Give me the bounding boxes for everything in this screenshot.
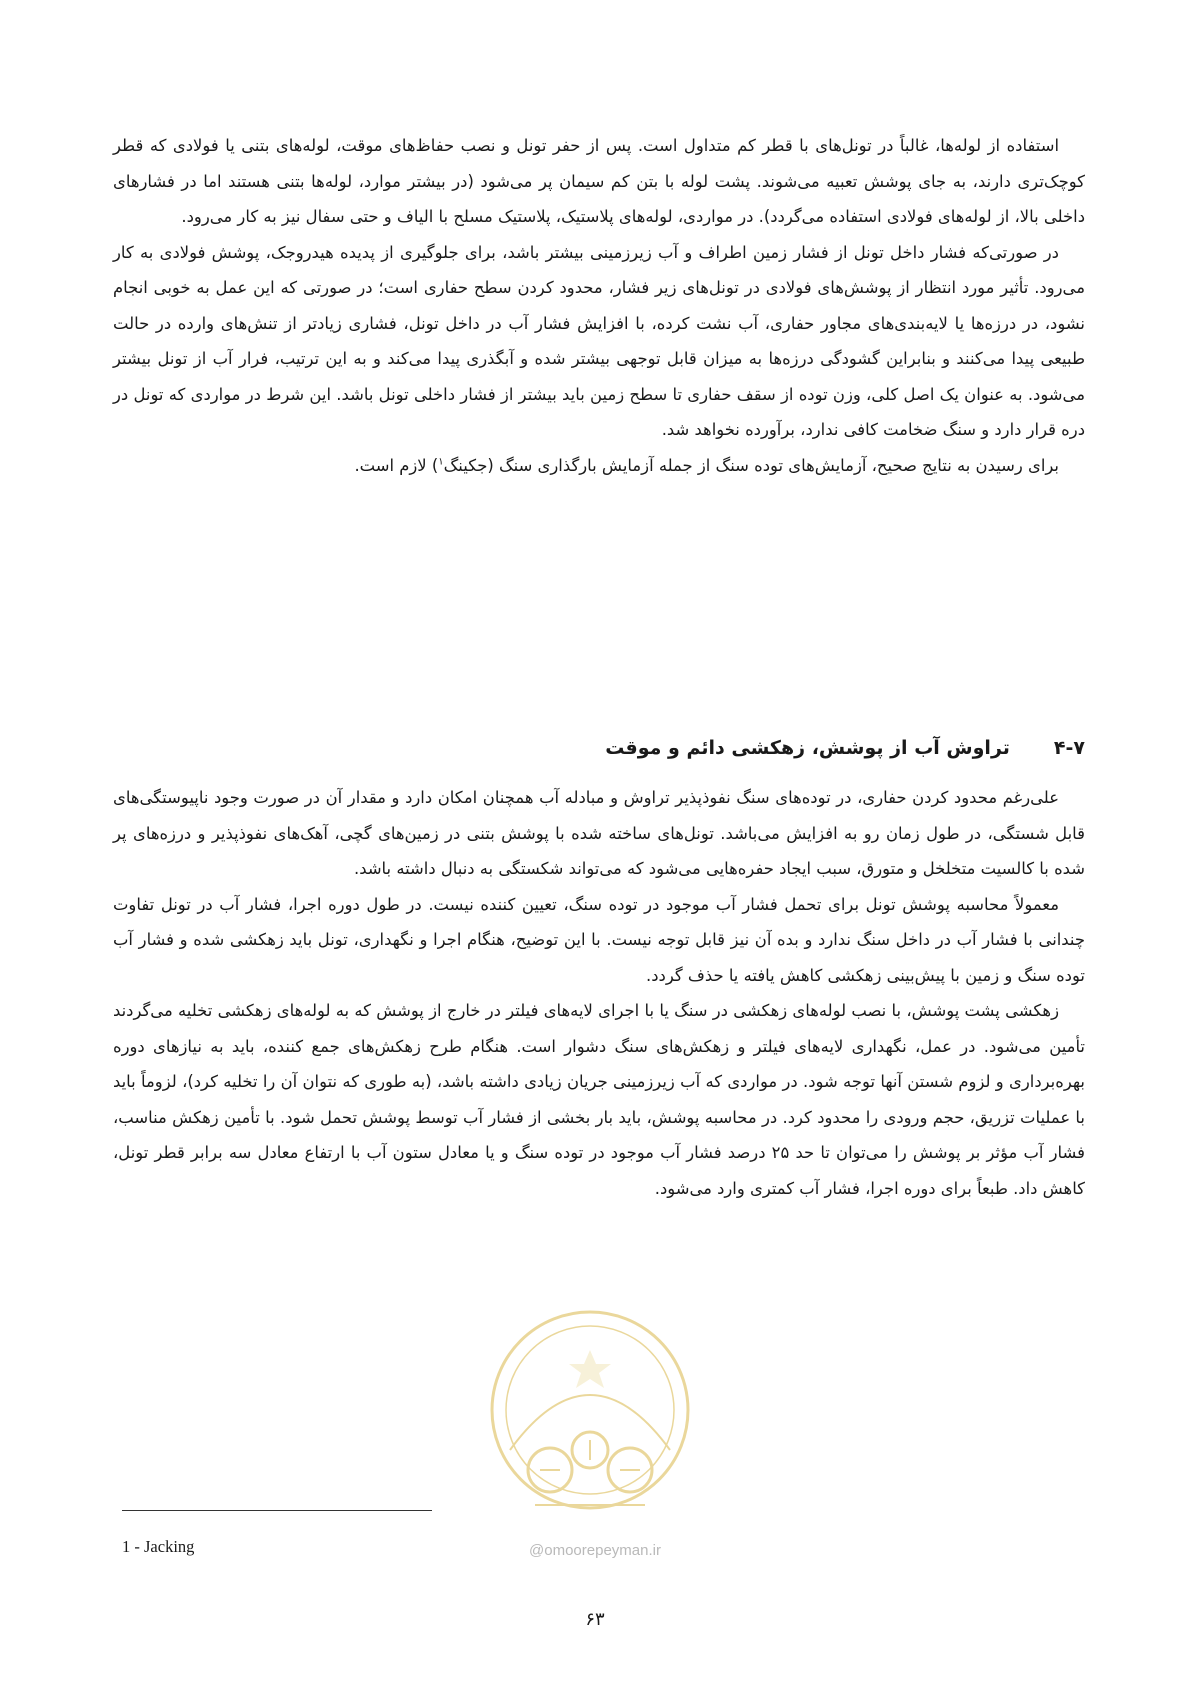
paragraph-steel-lining: در صورتی‌که فشار داخل تونل از فشار زمین اطراف و آب زیرزمینی بیشتر باشد، برای جلوگیری از پدیده هیدروجک، پوشش فولادی به کار می‌رود. تأثیر مورد انتظار از پوشش‌های فولادی در تونل‌های زیر فشار، محدود کردن سطح حفاری است؛ در صورتی که این عمل به خوبی انجام نشود، در درزه‌ها یا لایه‌بندی‌های مجاور حفاری، آب نشت کرده، با افزایش فشار آب در داخل تونل، فشاری زیادتر از تنش‌های وارده در حالت طبیعی پیدا می‌کنند و بنابراین گشودگی درزه‌ها به میزان قابل توجهی بیشتر شده و آبگذری پیدا می‌کند و به این ترتیب، فرار آب از تونل بیشتر می‌شود. به عنوان یک اصل کلی، وزن توده از سقف حفاری تا سطح زمین باید بیشتر از فشار داخلی تونل باشد. این شرط در مواردی که تونل در دره قرار دارد و سنگ ضخامت کافی ندارد، برآورده نخواهد شد. — [113, 242, 1085, 439]
paragraph-seepage: علی‌رغم محدود کردن حفاری، در توده‌های سنگ نفوذپذیر تراوش و مبادله آب همچنان امکان دارد و مقدار آن در صورت وجود ناپیوستگی‌های قابل شستگی، در طول زمان رو به افزایش می‌باشد. تونل‌های ساخته شده با پوشش بتنی در زمین‌های گچی، آهک‌های نفوذپذیر و درزه‌های پر شده با کالسیت متخلخل و متورق، سبب ایجاد حفره‌هایی می‌شود که می‌تواند شکستگی به دنبال داشته باشد. — [113, 788, 1085, 878]
footnote-divider — [122, 1510, 432, 1511]
paragraph-pipes: استفاده از لوله‌ها، غالباً در تونل‌های با قطر کم متداول است. پس از حفر تونل و نصب حفاظ‌های موقت، لوله‌های بتنی یا فولادی که قطر کوچک‌تری دارند، به جای پوشش تعبیه می‌شوند. پشت لوله با بتن کم سیمان پر می‌شود (در بیشتر موارد، لوله‌ها بتنی هستند اما در فشارهای داخلی بالا، از لوله‌های فولادی استفاده می‌گردد). در مواردی، لوله‌های پلاستیک، پلاستیک مسلح با الیاف و حتی سفال نیز به کار می‌رود. — [113, 136, 1085, 226]
paragraph-lining-calc: معمولاً محاسبه پوشش تونل برای تحمل فشار آب موجود در توده سنگ، تعیین کننده نیست. در طول دوره اجرا، فشار آب در تونل تفاوت چندانی با فشار آب در داخل سنگ ندارد و بده آن نیز قابل توجه نیست. با این توضیح، هنگام اجرا و نگهداری، تونل باید زهکشی شده و فشار آب توده سنگ و زمین با پیش‌بینی زهکشی کاهش یافته یا حذف گردد. — [113, 894, 1085, 985]
section-number: ۴-۷ — [1053, 737, 1085, 759]
watermark-seal-icon — [480, 1300, 700, 1580]
watermark-url: @omoorepeyman.ir — [529, 1542, 661, 1559]
page-number: ۶۳ — [585, 1609, 605, 1630]
jacking-text-after: ) لازم است. — [354, 455, 439, 475]
section-heading — [605, 733, 1085, 763]
intro-text — [113, 128, 1085, 483]
paragraph-jacking — [113, 448, 1085, 484]
footnote-marker: ۱ — [438, 456, 444, 468]
jacking-text-before: برای رسیدن به نتایج صحیح، آزمایش‌های توده سنگ از جمله آزمایش بارگذاری سنگ (جکینگ — [443, 455, 1059, 475]
footnote-jacking: 1 - Jacking — [122, 1537, 195, 1556]
paragraph-drainage: زهکشی پشت پوشش، با نصب لوله‌های زهکشی در سنگ یا با اجرای لایه‌های فیلتر در خارج از پوشش که به لوله‌های زهکشی تخلیه می‌گردند تأمین می‌شود. در عمل، نگهداری لایه‌های فیلتر و زهکش‌های سنگ دشوار است. هنگام طرح زهکش‌های جمع کننده، باید به نیازهای دوره بهره‌برداری و لزوم شستن آنها توجه شود. در مواردی که آب زیرزمینی جریان زیادی داشته باشد، (به طوری که نتوان آن را تخلیه کرد)، لزوماً باید با عملیات تزریق، حجم ورودی را محدود کرد. در محاسبه پوشش، باید بار بخشی از فشار آب توسط پوشش تحمل شود. با تأمین زهکش مناسب، فشار آب مؤثر بر پوشش را می‌توان تا حد ۲۵ درصد فشار آب موجود در توده سنگ و یا معادل ستون آب با ارتفاع معادل سه برابر قطر تونل، کاهش داد. طبعاً برای دوره اجرا، فشار آب کمتری وارد می‌شود. — [113, 1001, 1085, 1198]
section-text — [113, 780, 1085, 1206]
section-title: تراوش آب از پوشش، زهکشی دائم و موقت — [605, 737, 1010, 759]
